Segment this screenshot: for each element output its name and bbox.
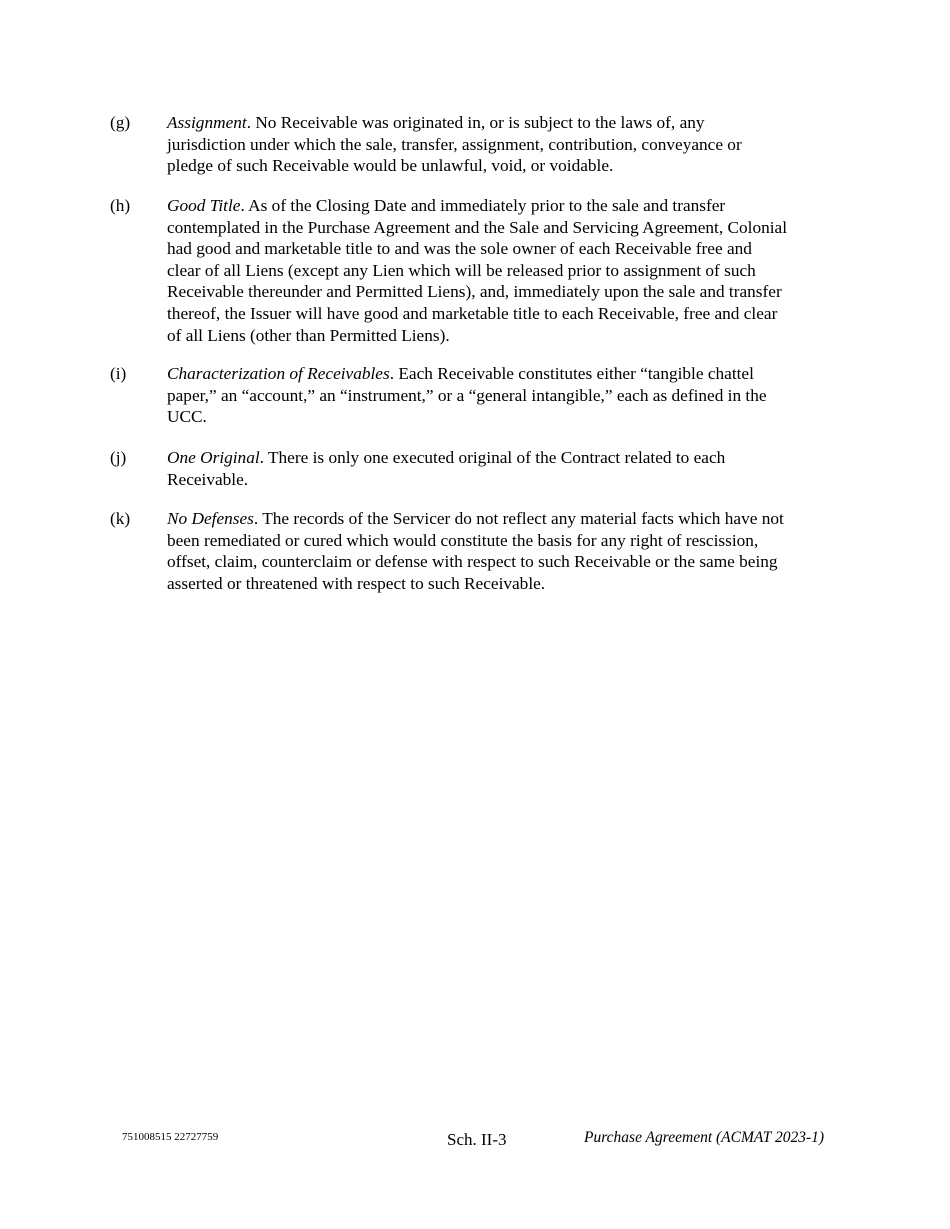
footer-doc-id: 751008515 22727759 xyxy=(122,1131,219,1143)
section-heading: One Original xyxy=(167,448,260,467)
section-label: (k) xyxy=(110,509,131,528)
section-line: contemplated in the Purchase Agreement and the Sale and Servicing Agreement, Colonial xyxy=(167,217,788,237)
section-line: had good and marketable title to and was the sole owner of each Receivable free and xyxy=(167,239,752,259)
section-text: . Each Receivable constitutes either “tangible chattel xyxy=(389,364,754,383)
section-body xyxy=(167,112,845,177)
section-line: clear of all Liens (except any Lien which will be released prior to assignment of such xyxy=(167,260,756,280)
section-heading: Assignment xyxy=(167,113,247,132)
section-line: asserted or threatened with respect to such Receivable. xyxy=(167,573,546,593)
footer-doc-title: Purchase Agreement (ACMAT 2023-1) xyxy=(584,1129,825,1146)
section-heading: No Defenses xyxy=(167,509,254,528)
section-line xyxy=(167,363,845,385)
section-body xyxy=(167,508,845,594)
section-line xyxy=(167,195,845,217)
section-heading: Good Title xyxy=(167,196,241,215)
section-line: of all Liens (other than Permitted Liens). xyxy=(167,325,450,345)
section-body xyxy=(167,195,845,346)
section-line: jurisdiction under which the sale, transfer, assignment, contribution, conveyance or xyxy=(167,134,742,154)
section-line: UCC. xyxy=(167,407,207,427)
section-text: . No Receivable was originated in, or is subject to the laws of, any xyxy=(246,113,705,132)
section-line: Receivable thereunder and Permitted Liens), and, immediately upon the sale and transfer xyxy=(167,282,782,302)
section-label: (g) xyxy=(110,113,131,132)
section-line xyxy=(167,447,845,469)
section-heading: Characterization of Receivables xyxy=(167,364,390,383)
section-line: Receivable. xyxy=(167,469,249,489)
section-line xyxy=(167,508,845,530)
section-body xyxy=(167,363,845,428)
section-line: been remediated or cured which would constitute the basis for any right of rescission, xyxy=(167,530,759,550)
section-text: . There is only one executed original of the Contract related to each xyxy=(259,448,726,467)
section-line: pledge of such Receivable would be unlawful, void, or voidable. xyxy=(167,156,614,176)
footer-page-number: Sch. II-3 xyxy=(447,1130,507,1149)
section-label: (i) xyxy=(110,364,127,383)
section-line: offset, claim, counterclaim or defense with respect to such Receivable or the same being xyxy=(167,552,778,572)
section-text: . As of the Closing Date and immediately prior to the sale and transfer xyxy=(240,196,726,215)
section-label: (j) xyxy=(110,448,127,467)
section-body xyxy=(167,447,845,490)
section-line: paper,” an “account,” an “instrument,” or a “general intangible,” each as defined in the xyxy=(167,385,767,405)
section-line xyxy=(167,112,845,134)
section-label: (h) xyxy=(110,196,131,215)
section-text: . The records of the Servicer do not reflect any material facts which have not xyxy=(253,509,784,528)
section-line: thereof, the Issuer will have good and marketable title to each Receivable, free and clear xyxy=(167,303,778,323)
